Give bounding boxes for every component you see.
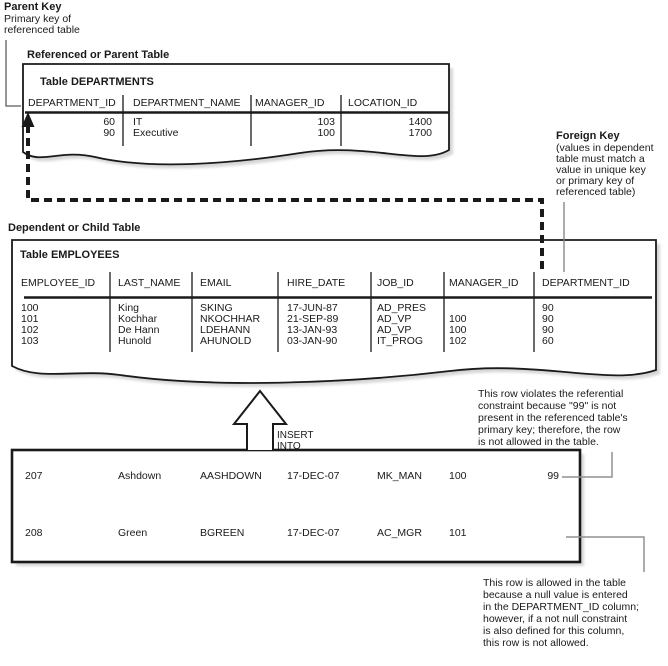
violates-annotation-line: is not allowed in the table. [478, 436, 599, 448]
departments-column-header: LOCATION_ID [348, 97, 418, 109]
departments-cell: 1700 [408, 127, 432, 139]
employees-cell: King [118, 302, 140, 314]
employees-column-header: LAST_NAME [118, 277, 181, 289]
insert-row-cell: Ashdown [118, 470, 162, 482]
employees-cell: 100 [449, 324, 467, 336]
insert-row-cell-violating-fk: 99 [547, 470, 559, 482]
foreign-key-label-title: Foreign Key [556, 130, 620, 142]
employees-cell: 100 [449, 313, 467, 325]
departments-cell: IT [133, 116, 143, 128]
allowed-annotation-line: this row is not allowed. [483, 637, 589, 649]
departments-column-header: DEPARTMENT_NAME [133, 97, 241, 109]
insert-row-cell: AASHDOWN [200, 470, 262, 482]
employees-cell: IT_PROG [377, 335, 424, 347]
employees-cell: 60 [542, 335, 554, 347]
employees-cell: AD_VP [377, 313, 412, 325]
departments-cell: 103 [317, 116, 335, 128]
employees-column-header: MANAGER_ID [449, 277, 519, 289]
parent-key-label-line: referenced table [4, 24, 80, 36]
employees-column-header: DEPARTMENT_ID [542, 277, 630, 289]
departments-cell: 100 [317, 127, 335, 139]
insert-row-cell: 208 [25, 527, 43, 539]
employees-cell: 101 [21, 313, 39, 325]
employees-cell: AHUNOLD [200, 335, 252, 347]
insert-row-cell: BGREEN [200, 527, 245, 539]
foreign-key-label-line: referenced table) [556, 186, 636, 198]
insert-row-cell: 17-DEC-07 [287, 470, 340, 482]
foreign-key-label-line: or primary key of [556, 175, 635, 187]
employees-cell: De Hann [118, 324, 160, 336]
departments-column-header: MANAGER_ID [255, 97, 325, 109]
parent-key-label-title: Parent Key [4, 1, 62, 13]
parent-key-pointer-line [6, 40, 21, 106]
employees-cell: 03-JAN-90 [287, 335, 338, 347]
employees-cell: Kochhar [118, 313, 158, 325]
child-section-heading: Dependent or Child Table [8, 222, 141, 234]
employees-cell: AD_VP [377, 324, 412, 336]
insert-row-cell: AC_MGR [377, 527, 422, 539]
parent-section-heading: Referenced or Parent Table [27, 49, 170, 61]
employees-cell: NKOCHHAR [200, 313, 261, 325]
employees-table-title: Table EMPLOYEES [20, 249, 120, 261]
insert-row-cell: 100 [449, 470, 467, 482]
insert-row-cell: MK_MAN [377, 470, 422, 482]
allowed-annotation-line: in the DEPARTMENT_ID column; [483, 601, 639, 613]
employees-column-header: HIRE_DATE [287, 277, 346, 289]
employees-cell: 17-JUN-87 [287, 302, 338, 314]
allowed-annotation-line: because a null value is entered [483, 589, 628, 601]
departments-column-header: DEPARTMENT_ID [28, 97, 116, 109]
allowed-annotation-line: however, if a not null constraint [483, 613, 628, 625]
insert-into-label: INTO [277, 441, 301, 452]
departments-cell: 1400 [408, 116, 432, 128]
insert-box [12, 450, 580, 562]
departments-cell: Executive [133, 127, 179, 139]
employees-cell: 102 [21, 324, 39, 336]
violates-annotation-line: constraint because "99" is not [478, 400, 617, 412]
violates-annotation-line: present in the referenced table's [478, 412, 628, 424]
employees-column-header: EMAIL [200, 277, 232, 289]
departments-cell: 90 [103, 127, 115, 139]
employees-column-header: EMPLOYEE_ID [21, 277, 96, 289]
insert-row-cell: 101 [449, 527, 467, 539]
employees-cell: 100 [21, 302, 39, 314]
insert-row-cell: 207 [25, 470, 43, 482]
allowed-annotation-line: is also defined for this column, [483, 625, 625, 637]
employees-cell: LDEHANN [200, 324, 251, 336]
insert-row-cell: 17-DEC-07 [287, 527, 340, 539]
violates-annotation-line: This row violates the referential [478, 388, 624, 400]
employees-cell: 90 [542, 313, 554, 325]
employees-cell: 102 [449, 335, 467, 347]
employees-cell: SKING [200, 302, 233, 314]
employees-cell: 90 [542, 302, 554, 314]
violates-annotation-line: primary key; therefore, the row [478, 424, 621, 436]
allowed-annotation-line: This row is allowed in the table [483, 577, 626, 589]
employees-cell: 13-JAN-93 [287, 324, 338, 336]
foreign-key-label-line: (values in dependent [556, 142, 654, 154]
employees-cell: 21-SEP-89 [287, 313, 339, 325]
departments-cell: 60 [103, 116, 115, 128]
employees-cell: Hunold [118, 335, 152, 347]
foreign-key-label-line: table must match a [556, 153, 645, 165]
insert-row-cell: Green [118, 527, 148, 539]
employees-cell: 103 [21, 335, 39, 347]
insert-into-label: INSERT [277, 430, 314, 441]
employees-column-header: JOB_ID [377, 277, 414, 289]
employees-cell: 90 [542, 324, 554, 336]
employees-cell: AD_PRES [377, 302, 427, 314]
parent-key-label-line: Primary key of [4, 13, 72, 25]
departments-table-title: Table DEPARTMENTS [40, 76, 154, 88]
foreign-key-label-line: value in unique key [556, 164, 646, 176]
